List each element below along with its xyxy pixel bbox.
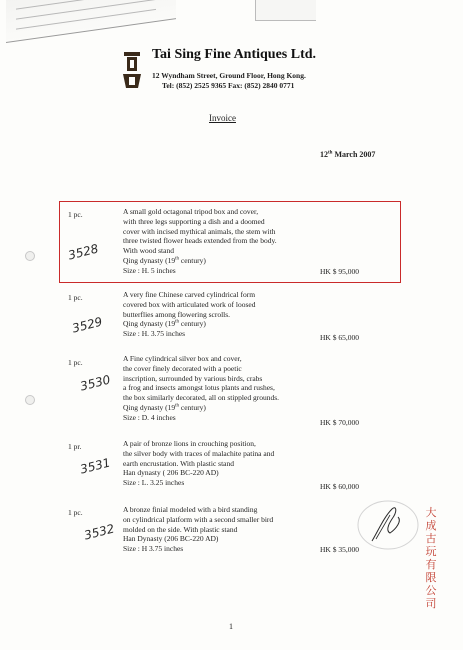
item-description xyxy=(123,505,273,554)
punch-hole xyxy=(25,395,35,405)
item-description xyxy=(123,354,279,423)
description-line: With wood stand xyxy=(123,246,174,256)
item-price: HK $ 70,000 xyxy=(320,418,359,427)
description-line: covered box with articulated work of loosed xyxy=(123,299,256,309)
description-line: A bronze finial modeled with a bird standing xyxy=(123,505,258,514)
punch-hole xyxy=(25,251,35,261)
item-dynasty: Han dynasty ( 206 BC-220 AD) xyxy=(123,468,219,478)
item-size: Size : H. 3.75 inches xyxy=(123,329,186,339)
overlapping-paper-corner xyxy=(255,0,316,21)
signature-mark xyxy=(352,495,422,555)
item-dynasty: Qing dynasty (19th century) xyxy=(123,255,206,265)
company-chop-stamp: 大成古玩有限公司 xyxy=(425,506,437,610)
invoice-date: 12th March 2007 xyxy=(320,150,376,159)
item-size: Size : D. 4 inches xyxy=(123,412,176,422)
item-size: Size : H. 5 inches xyxy=(123,265,176,275)
company-logo xyxy=(121,50,143,90)
description-line: A very fine Chinese carved cylindrical form xyxy=(123,290,256,299)
item-quantity: 1 pr. xyxy=(68,442,82,451)
description-line: three twisted flower heads extended from the body. xyxy=(123,236,277,246)
item-price: HK $ 60,000 xyxy=(320,482,359,491)
item-dynasty: Qing dynasty (19th century) xyxy=(123,319,206,329)
item-description xyxy=(123,439,274,488)
description-line: butterflies among flowering scrolls. xyxy=(123,309,231,319)
item-dynasty: Han Dynasty (206 BC-220 AD) xyxy=(123,534,219,544)
item-quantity: 1 pc. xyxy=(68,210,83,219)
company-address: 12 Wyndham Street, Ground Floor, Hong Kong. xyxy=(152,71,306,80)
description-line: A small gold octagonal tripod box and cover, xyxy=(123,207,259,216)
item-reference-handwritten: 3532 xyxy=(82,521,116,543)
item-quantity: 1 pc. xyxy=(68,358,83,367)
description-line: molded on the side. With plastic stand xyxy=(123,524,238,534)
item-reference-handwritten: 3528 xyxy=(66,241,100,263)
company-contact: Tel: (852) 2525 9365 Fax: (852) 2840 0771 xyxy=(162,81,295,90)
item-quantity: 1 pc. xyxy=(68,293,83,302)
overlapping-paper xyxy=(6,0,176,43)
item-price: HK $ 65,000 xyxy=(320,333,359,342)
item-price: HK $ 35,000 xyxy=(320,545,359,554)
description-line: the box similarly decorated, all on stippled grounds. xyxy=(123,393,280,403)
description-line: A Fine cylindrical silver box and cover, xyxy=(123,354,242,363)
item-description xyxy=(123,290,255,339)
item-price: HK $ 95,000 xyxy=(320,267,359,276)
description-line: earth encrustation. With plastic stand xyxy=(123,458,234,468)
description-line: cover with incised mythical animals, the stem with xyxy=(123,226,276,236)
item-size: Size : H 3.75 inches xyxy=(123,544,184,554)
description-line: the silver body with traces of malachite patina and xyxy=(123,448,275,458)
description-line: A pair of bronze lions in crouching position, xyxy=(123,439,256,448)
document-title: Invoice xyxy=(209,113,236,123)
description-line: inscription, surrounded by various birds, crabs xyxy=(123,373,263,383)
page-number: 1 xyxy=(229,622,233,631)
description-line: a frog and insects amongst lotus plants and rushes, xyxy=(123,383,275,393)
item-reference-handwritten: 3529 xyxy=(70,314,104,336)
item-dynasty: Qing dynasty (19th century) xyxy=(123,402,206,412)
description-line: on cylindrical platform with a second smaller bird xyxy=(123,514,274,524)
description-line: with three legs supporting a dish and a doomed xyxy=(123,216,265,226)
item-quantity: 1 pc. xyxy=(68,508,83,517)
item-reference-handwritten: 3530 xyxy=(78,372,112,394)
item-reference-handwritten: 3531 xyxy=(78,455,112,477)
item-description xyxy=(123,207,277,276)
company-name: Tai Sing Fine Antiques Ltd. xyxy=(152,47,317,62)
description-line: the cover finely decorated with a poetic xyxy=(123,363,242,373)
item-size: Size : L. 3.25 inches xyxy=(123,478,185,488)
